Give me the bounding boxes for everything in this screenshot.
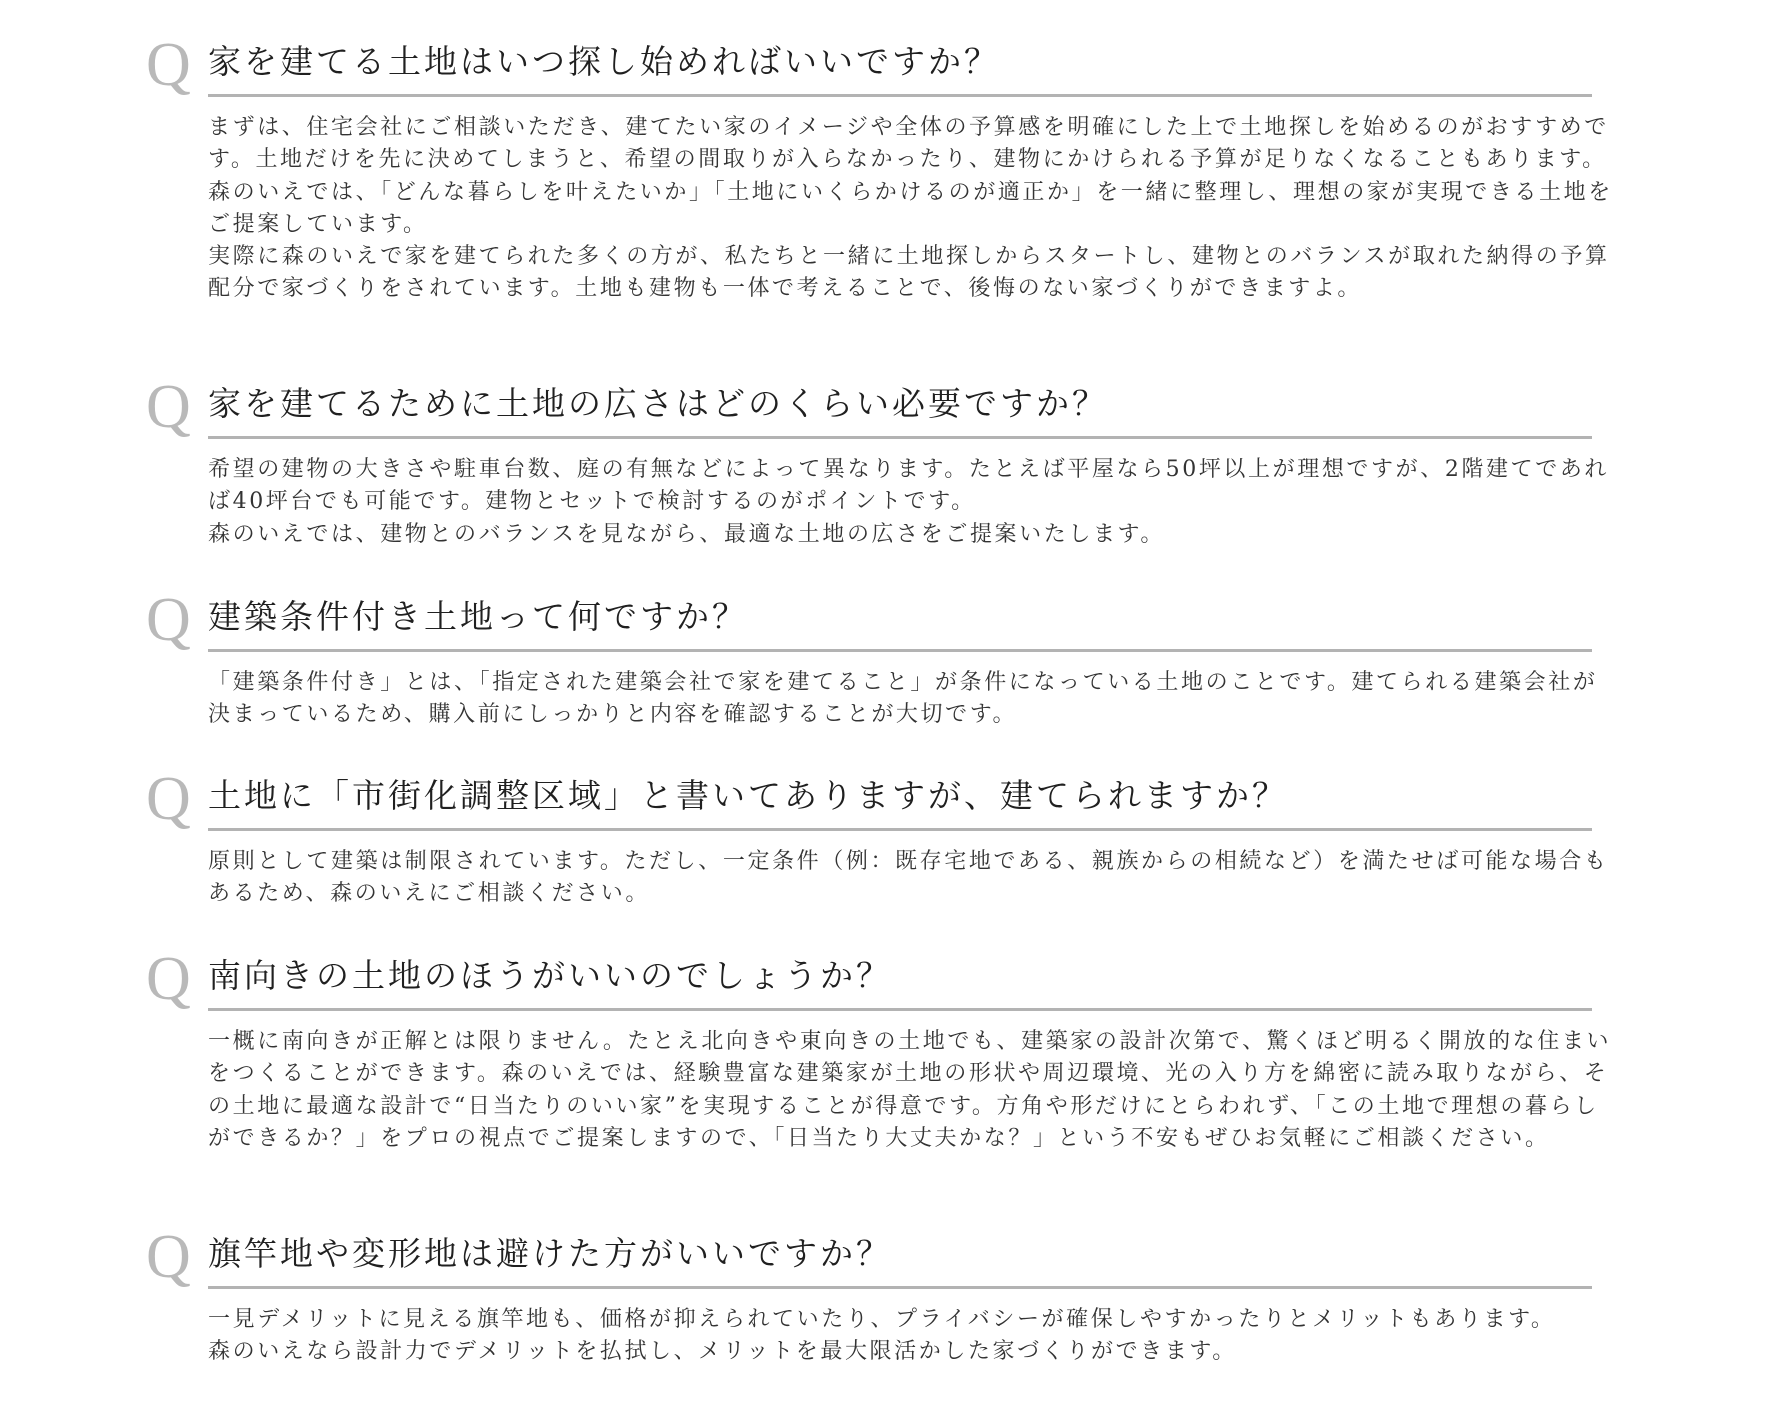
q-mark-icon: Q (146, 31, 191, 99)
faq-question: 家を建てる土地はいつ探し始めればいいですか？ (208, 42, 1000, 81)
faq-question: 建築条件付き土地って何ですか？ (208, 597, 748, 636)
q-mark-icon: Q (146, 373, 191, 441)
faq-answer (208, 1304, 1614, 1369)
faq-question: 旗竿地や変形地は避けた方がいいですか？ (208, 1234, 892, 1273)
q-mark-icon: Q (146, 586, 191, 654)
question-divider (208, 649, 1592, 652)
faq-answer (208, 846, 1614, 911)
q-mark-icon: Q (146, 1223, 191, 1291)
answer-paragraph: 希望の建物の大きさや駐車台数、庭の有無などによって異なります。たとえば平屋なら50坪以上が理想ですが、2階建てであれば40坪台でも可能です。建物とセットで検討するのがポイントです。 (208, 457, 1610, 515)
answer-paragraph: 一概に南向きが正解とは限りません。たとえ北向きや東向きの土地でも、建築家の設計次第で、驚くほど明るく開放的な住まいをつくることができます。森のいえでは、経験豊富な建築家が土地の形状や周辺環境、光の入り方を綿密に読み取りながら、その土地に最適な設計で“日当たりのいい家”を実現することが得意です。方角や形だけにとらわれず、「この土地で理想の暮らしができるか？」をプロの視点でご提案しますので、「日当たり大丈夫かな？」という不安もぜひお気軽にご相談ください。 (208, 1029, 1612, 1151)
answer-paragraph: 森のいえでは、建物とのバランスを見ながら、最適な土地の広さをご提案いたします。 (208, 521, 1165, 547)
faq-answer (208, 1026, 1614, 1155)
answer-paragraph: 原則として建築は制限されています。ただし、一定条件（例：既存宅地である、親族からの相続など）を満たせば可能な場合もあるため、森のいえにご相談ください。 (208, 849, 1609, 907)
q-mark-icon: Q (146, 945, 191, 1013)
q-mark-icon: Q (146, 765, 191, 833)
faq-question: 土地に「市街化調整区域」と書いてありますが、建てられますか？ (208, 776, 1288, 815)
faq-answer (208, 454, 1614, 551)
faq-answer (208, 112, 1614, 306)
question-divider (208, 94, 1592, 97)
answer-paragraph: 一見デメリットに見える旗竿地も、価格が抑えられていたり、プライバシーが確保しやすかったりとメリットもあります。 (208, 1307, 1556, 1332)
faq-answer (208, 667, 1614, 732)
question-divider (208, 436, 1592, 439)
answer-paragraph: まずは、住宅会社にご相談いただき、建てたい家のイメージや全体の予算感を明確にした上で土地探しを始めるのがおすすめです。土地だけを先に決めてしまうと、希望の間取りが入らなかったり、建物にかけられる予算が足りなくなることもあります。 (208, 115, 1609, 173)
question-divider (208, 1286, 1592, 1289)
faq-question: 南向きの土地のほうがいいのでしょうか？ (208, 956, 892, 995)
answer-paragraph: 森のいえでは、「どんな暮らしを叶えたいか」「土地にいくらかけるのが適正か」を一緒に整理し、理想の家が実現できる土地をご提案しています。 (208, 179, 1613, 237)
faq-question: 家を建てるために土地の広さはどのくらい必要ですか？ (208, 384, 1108, 423)
answer-paragraph: 「建築条件付き」とは、「指定された建築会社で家を建てること」が条件になっている土地のことです。建てられる建築会社が決まっているため、購入前にしっかりと内容を確認することが大切です。 (208, 670, 1598, 728)
question-divider (208, 1008, 1592, 1011)
answer-paragraph: 森のいえなら設計力でデメリットを払拭し、メリットを最大限活かした家づくりができます。 (208, 1339, 1237, 1365)
answer-paragraph: 実際に森のいえで家を建てられた多くの方が、私たちと一緒に土地探しからスタートし、建物とのバランスが取れた納得の予算配分で家づくりをされています。土地も建物も一体で考えることで、後悔のない家づくりができますよ。 (208, 244, 1610, 302)
question-divider (208, 828, 1592, 831)
